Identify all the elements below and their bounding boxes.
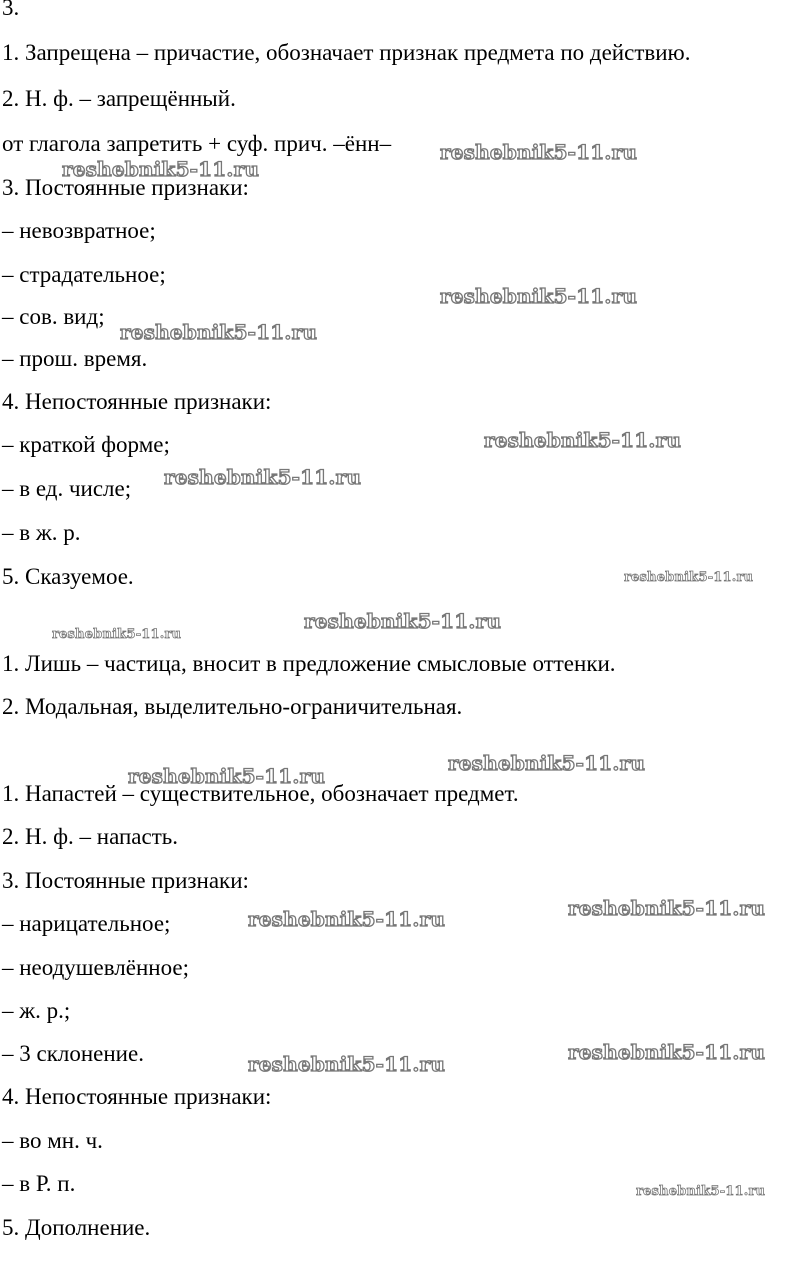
text-line: – во мн. ч. [2, 1128, 103, 1153]
text-line: 3. Постоянные признаки: [2, 175, 249, 200]
text-line: 2. Модальная, выделительно-ограничительная. [2, 694, 463, 719]
text-line: – в Р. п. [2, 1171, 76, 1196]
watermark: reshebnik5-11.ru [120, 320, 318, 344]
text-line: – 3 склонение. [2, 1041, 144, 1066]
text-line: 5. Сказуемое. [2, 564, 134, 589]
text-line: 2. Н. ф. – запрещённый. [2, 86, 236, 111]
watermark: reshebnik5-11.ru [248, 907, 446, 931]
watermark: reshebnik5-11.ru [128, 764, 326, 788]
text-line: – краткой форме; [2, 432, 170, 457]
text-line: от глагола запретить + суф. прич. –ённ– [2, 131, 392, 156]
text-line: 3. [2, 0, 20, 20]
text-line: 1. Напастей – существительное, обозначает предмет. [2, 781, 519, 806]
text-line: – страдательное; [2, 262, 166, 287]
watermark: reshebnik5-11.ru [52, 627, 182, 642]
watermark: reshebnik5-11.ru [568, 896, 766, 920]
text-line: – невозвратное; [2, 218, 156, 243]
text-line: – нарицательное; [2, 911, 171, 936]
watermark: reshebnik5-11.ru [568, 1040, 766, 1064]
text-line: – ж. р.; [2, 998, 71, 1023]
text-line: – в ед. числе; [2, 476, 132, 501]
text-line: 1. Запрещена – причастие, обозначает признак предмета по действию. [2, 40, 691, 65]
text-line: – прош. время. [2, 346, 148, 371]
text-line: – сов. вид; [2, 304, 105, 329]
watermark: reshebnik5-11.ru [624, 570, 754, 585]
watermark: reshebnik5-11.ru [248, 1052, 446, 1076]
watermark: reshebnik5-11.ru [304, 609, 502, 633]
text-line: 4. Непостоянные признаки: [2, 389, 272, 414]
text-line: – неодушевлённое; [2, 955, 189, 980]
text-line: 1. Лишь – частица, вносит в предложение смысловые оттенки. [2, 651, 616, 676]
text-line: – в ж. р. [2, 520, 81, 545]
watermark: reshebnik5-11.ru [62, 157, 260, 181]
text-line: 5. Дополнение. [2, 1215, 151, 1240]
watermark: reshebnik5-11.ru [448, 751, 646, 775]
watermark: reshebnik5-11.ru [440, 284, 638, 308]
text-line: 2. Н. ф. – напасть. [2, 824, 178, 849]
text-line: 4. Непостоянные признаки: [2, 1084, 272, 1109]
text-line: 3. Постоянные признаки: [2, 868, 249, 893]
watermark: reshebnik5-11.ru [484, 428, 682, 452]
watermark: reshebnik5-11.ru [440, 140, 638, 164]
watermark: reshebnik5-11.ru [636, 1184, 766, 1199]
watermark: reshebnik5-11.ru [164, 465, 362, 489]
